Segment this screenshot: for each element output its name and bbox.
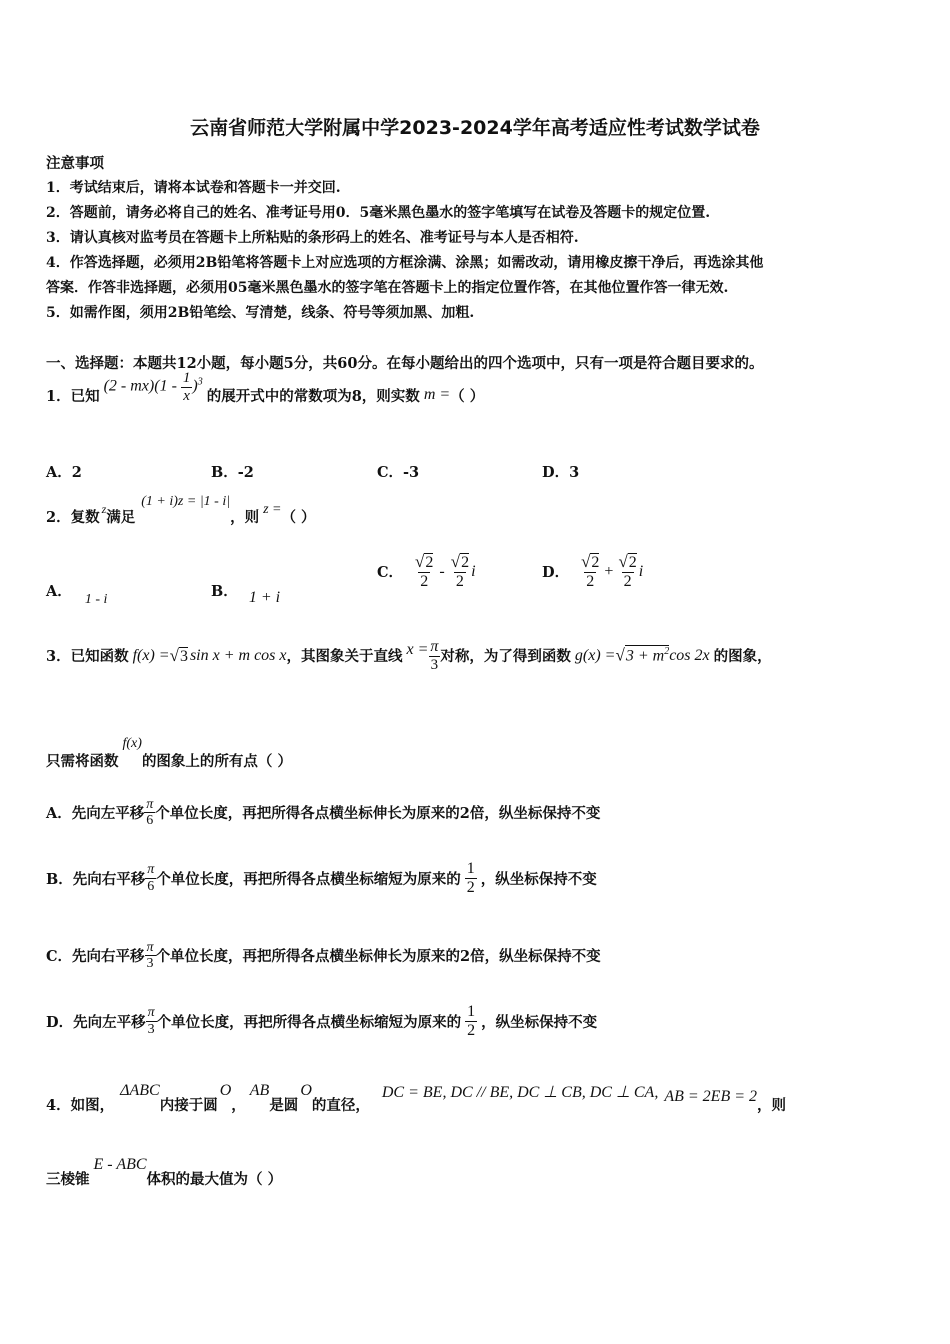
option-text: 个单位长度，再把所得各点横坐标缩短为原来的 <box>156 870 461 888</box>
expr-part: ) <box>192 377 198 395</box>
math-var: z <box>101 502 107 516</box>
operator: + <box>604 562 614 580</box>
fraction-numerator: √2 <box>415 552 434 571</box>
fraction <box>449 553 471 590</box>
expr-part: (2 - mx)(1 - <box>103 377 181 395</box>
math-expression: f(x) <box>122 736 142 751</box>
fraction-numerator: 1 <box>182 370 191 386</box>
math-var: i <box>638 562 644 580</box>
answer-paren: 体积的最大值为（ ） <box>146 1171 283 1188</box>
math-expression: x = <box>406 640 429 658</box>
question-4-cont <box>46 1156 282 1189</box>
question-number: 1．已知 <box>46 387 100 405</box>
fraction-numerator: π <box>146 940 154 955</box>
question-4 <box>46 1082 786 1115</box>
option-b[interactable] <box>46 860 597 896</box>
page-title: 云南省师范大学附属中学2023-2024学年高考适应性考试数学试卷 <box>190 117 760 139</box>
math-expression: (1 + i)z = |1 - i| <box>141 494 231 509</box>
option-c[interactable]: C．-3 <box>377 464 420 481</box>
question-text: 的展开式中的常数项为8，则实数 <box>206 387 420 405</box>
option-text: B．先向右平移 <box>46 870 146 888</box>
radicand: 2 <box>591 554 600 571</box>
fraction <box>465 860 477 896</box>
question-text: 三棱锥 <box>46 1171 90 1188</box>
fraction <box>413 553 435 590</box>
math-var: m = <box>423 386 451 403</box>
fraction-denominator: 3 <box>147 1021 155 1037</box>
fraction-numerator: π <box>430 638 439 655</box>
question-text: 满足 <box>106 509 136 526</box>
question-text: ，其图象关于直线 <box>286 648 403 666</box>
radicand: 2 <box>425 554 434 571</box>
operator: - <box>439 562 445 580</box>
math-expression: g(x) = <box>574 646 616 664</box>
question-text: 的图象， <box>713 648 772 666</box>
radicand <box>625 645 669 665</box>
notice-heading: 注意事项 <box>46 155 104 172</box>
fraction <box>181 370 193 404</box>
math-expression: AB = 2EB = 2 <box>664 1088 758 1105</box>
option-text: 个单位长度，再把所得各点横坐标缩短为原来的 <box>156 1013 462 1031</box>
question-text: ，则 <box>757 1097 787 1114</box>
fraction-numerator: π <box>147 1005 155 1021</box>
question-number: 4．如图， <box>46 1097 115 1114</box>
option-label: A． <box>46 583 72 600</box>
question-number: 3．已知函数 <box>46 648 129 666</box>
option-a[interactable]: A．2 <box>46 464 82 481</box>
math-expression: ΔABC <box>120 1082 160 1099</box>
option-d[interactable]: D．3 <box>542 464 580 481</box>
option-text: ，纵坐标保持不变 <box>481 1013 598 1031</box>
fraction-denominator: 6 <box>147 878 155 894</box>
radicand: 2 <box>461 554 470 571</box>
math-expression: z = <box>263 502 282 517</box>
option-label: D． <box>542 564 570 582</box>
fraction <box>146 1005 157 1037</box>
math-var: O <box>300 1082 312 1099</box>
option-d[interactable] <box>46 1003 597 1039</box>
question-text: 的直径， <box>311 1097 370 1114</box>
section-heading: 一、选择题：本题共12小题，每小题5分，共60分。在每小题给出的四个选项中，只有一项是符合题目要求的。 <box>46 355 764 372</box>
notice-item: 3．请认真核对监考员在答题卡上所粘贴的条形码上的姓名、准考证号与本人是否相符. <box>46 230 579 246</box>
notice-item: 4．作答选择题，必须用2B铅笔将答题卡上对应选项的方框涂满、涂黑；如需改动，请用橡皮擦干净后，再选涂其他 <box>46 255 764 271</box>
fraction-denominator: 2 <box>586 572 595 590</box>
option-d[interactable] <box>542 553 643 590</box>
fraction-numerator: 1 <box>467 1003 476 1020</box>
math-expression: sin x + m cos x <box>189 646 287 664</box>
question-text: ， <box>231 1097 246 1114</box>
question-1 <box>46 370 485 412</box>
option-b[interactable]: B．-2 <box>211 464 254 481</box>
option-text: A．先向左平移 <box>46 805 145 823</box>
fraction-denominator: 2 <box>420 572 429 590</box>
notice-item: 2．答题前，请务必将自己的姓名、准考证号用0．5毫米黑色墨水的签字笔填写在试卷及答题卡的规定位置. <box>46 205 711 221</box>
fraction-denominator: 3 <box>146 956 154 972</box>
fraction-numerator: √2 <box>618 552 637 571</box>
notice-item: 答案．作答非选择题，必须用05毫米黑色墨水的签字笔在答题卡上的指定位置作答，在其他位置作答一律无效. <box>46 280 729 296</box>
option-text: 个单位长度，再把所得各点横坐标伸长为原来的2倍，纵坐标保持不变 <box>155 805 601 823</box>
fraction-denominator: 2 <box>455 572 464 590</box>
option-c[interactable] <box>377 553 476 590</box>
option-text: ，纵坐标保持不变 <box>480 870 597 888</box>
math-expression <box>104 370 203 404</box>
math-expression: AB <box>249 1082 270 1099</box>
fraction-denominator: 3 <box>430 656 439 673</box>
fraction <box>144 797 155 829</box>
fraction-denominator: 6 <box>146 813 154 829</box>
math-expression: E - ABC <box>93 1156 147 1173</box>
fraction-numerator: π <box>147 862 155 878</box>
option-text: 个单位长度，再把所得各点横坐标伸长为原来的2倍，纵坐标保持不变 <box>155 948 601 966</box>
math-expression: DC = BE, DC // BE, DC ⊥ CB, DC ⊥ CA, <box>381 1084 659 1101</box>
notice-item: 5．如需作图，须用2B铅笔绘、写清楚，线条、符号等须加黑、加粗. <box>46 305 475 321</box>
fraction <box>579 553 601 590</box>
answer-paren: （ ） <box>450 387 485 405</box>
fraction <box>145 862 156 894</box>
fraction-denominator: 2 <box>467 1021 476 1039</box>
question-text: 内接于圆 <box>159 1097 218 1114</box>
fraction <box>616 553 638 590</box>
math-expression: 1 - i <box>84 592 108 607</box>
question-number: 2．复数 <box>46 509 100 526</box>
radicand: 2 <box>628 554 637 571</box>
math-expression: f(x) = <box>132 646 170 664</box>
exponent: 2 <box>664 646 670 658</box>
radicand: 3 <box>179 647 188 665</box>
option-a[interactable] <box>46 580 108 607</box>
option-b[interactable] <box>211 580 281 606</box>
question-3 <box>46 638 772 673</box>
option-label: C． <box>377 564 404 582</box>
radicand-text: 3 + m <box>625 647 665 665</box>
fraction <box>465 1003 477 1039</box>
question-text: 是圆 <box>269 1097 299 1114</box>
math-var: O <box>219 1082 232 1099</box>
option-text: D．先向左平移 <box>46 1013 146 1031</box>
answer-paren: 的图象上的所有点（ ） <box>141 753 292 770</box>
fraction-numerator: 1 <box>466 860 475 877</box>
fraction-denominator: 2 <box>466 878 475 896</box>
math-expression: 1 + i <box>248 589 281 606</box>
question-text: ，则 <box>230 509 260 526</box>
question-2 <box>46 494 316 527</box>
fraction <box>428 638 440 673</box>
question-3-cont <box>46 736 292 771</box>
option-label: B． <box>211 583 238 600</box>
fraction <box>145 940 156 972</box>
option-c[interactable] <box>46 940 601 972</box>
fraction-numerator: √2 <box>581 552 600 571</box>
answer-paren: （ ） <box>281 509 316 526</box>
notice-item: 1．考试结束后，请将本试卷和答题卡一并交回. <box>46 180 341 196</box>
fraction-numerator: π <box>146 797 154 812</box>
math-var: i <box>471 562 476 580</box>
question-text: 只需将函数 <box>46 753 119 770</box>
sqrt: $√3 + m^2$ <box>615 645 670 665</box>
option-text: C．先向右平移 <box>46 948 145 966</box>
math-expression: cos 2x <box>669 646 710 664</box>
exponent: 3 <box>197 376 203 388</box>
question-text: 对称，为了得到函数 <box>440 648 571 666</box>
fraction-denominator: x <box>183 387 190 404</box>
sqrt: √3 <box>169 645 188 665</box>
fraction-denominator: 2 <box>623 572 632 590</box>
option-a[interactable] <box>46 797 600 829</box>
fraction-numerator: √2 <box>450 552 470 571</box>
